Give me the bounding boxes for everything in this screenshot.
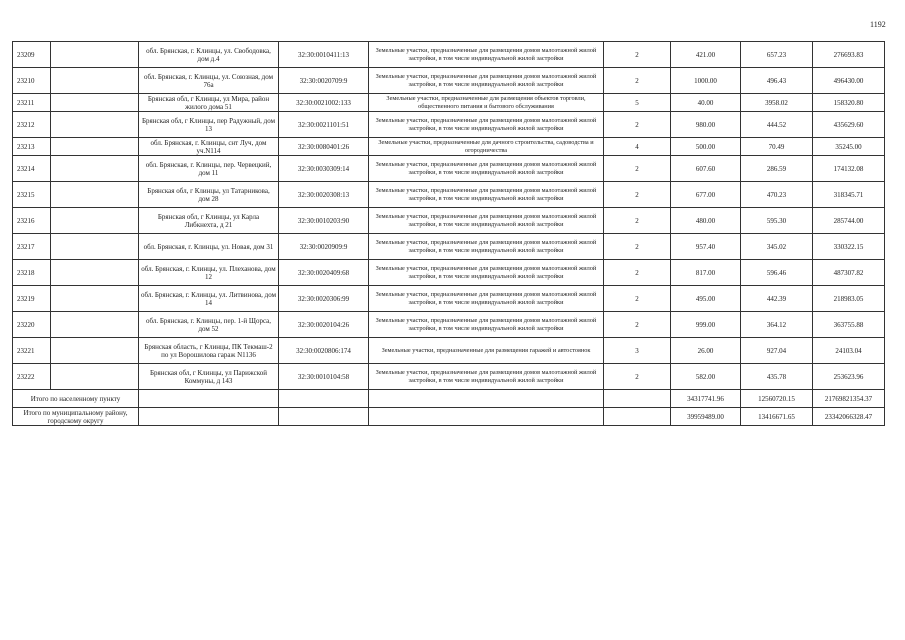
area-cell: 677.00: [671, 182, 741, 208]
land-use-purpose-cell: Земельные участки, предназначенные для размещения домов малоэтажной жилой застройки, в том числе индивидуальной жилой застройки: [369, 208, 604, 234]
group-cell: 4: [604, 138, 671, 156]
land-use-purpose-cell: Земельные участки, предназначенные для размещения домов малоэтажной жилой застройки, в том числе индивидуальной жилой застройки: [369, 312, 604, 338]
empty-cell: [51, 112, 139, 138]
group-cell: 2: [604, 260, 671, 286]
land-use-purpose-cell: Земельные участки, предназначенные для размещения домов малоэтажной жилой застройки, в том числе индивидуальной жилой застройки: [369, 234, 604, 260]
total-specific-value-cell: 13416671.65: [741, 408, 813, 426]
table-row: [13, 338, 885, 364]
empty-cell: [139, 408, 279, 426]
table-row: [13, 138, 885, 156]
total-row: [13, 390, 885, 408]
table-row: [13, 156, 885, 182]
cadastral-value-cell: 318345.71: [813, 182, 885, 208]
cadastral-value-cell: 330322.15: [813, 234, 885, 260]
empty-cell: [51, 68, 139, 94]
group-cell: 3: [604, 338, 671, 364]
group-cell: 2: [604, 234, 671, 260]
cadastral-value-cell: 435629.60: [813, 112, 885, 138]
empty-cell: [51, 94, 139, 112]
row-id-cell: 23209: [13, 42, 51, 68]
empty-cell: [279, 408, 369, 426]
area-cell: 817.00: [671, 260, 741, 286]
total-label-cell: Итого по населенному пункту: [13, 390, 139, 408]
cadastral-value-cell: 24103.04: [813, 338, 885, 364]
row-id-cell: 23219: [13, 286, 51, 312]
address-cell: обл. Брянская, г. Клинцы, ул. Плеханова, дом 12: [139, 260, 279, 286]
row-id-cell: 23212: [13, 112, 51, 138]
row-id-cell: 23222: [13, 364, 51, 390]
table-row: [13, 94, 885, 112]
area-cell: 421.00: [671, 42, 741, 68]
cadastral-number-cell: 32:30:0010203:90: [279, 208, 369, 234]
table-row: [13, 234, 885, 260]
row-id-cell: 23218: [13, 260, 51, 286]
cadastral-number-cell: 32:30:0020709:9: [279, 68, 369, 94]
land-use-purpose-cell: Земельные участки, предназначенные для размещения объектов торговли, общественного питания и бытового обслуживания: [369, 94, 604, 112]
specific-value-cell: 3958.02: [741, 94, 813, 112]
address-cell: обл. Брянская, г. Клинцы, ул. Новая, дом 31: [139, 234, 279, 260]
specific-value-cell: 345.02: [741, 234, 813, 260]
cadastral-number-cell: 32:30:0020104:26: [279, 312, 369, 338]
cadastral-number-cell: 32:30:0010411:13: [279, 42, 369, 68]
address-cell: Брянская обл, г Клинцы, пер Радужный, дом 13: [139, 112, 279, 138]
empty-cell: [51, 338, 139, 364]
cadastral-value-cell: 174132.08: [813, 156, 885, 182]
cadastral-value-cell: 35245.00: [813, 138, 885, 156]
group-cell: 2: [604, 286, 671, 312]
cadastral-number-cell: 32:30:0021101:51: [279, 112, 369, 138]
address-cell: Брянская обл, г Клинцы, ул Карла Либкнехта, д 21: [139, 208, 279, 234]
cadastral-value-cell: 276693.83: [813, 42, 885, 68]
empty-cell: [604, 408, 671, 426]
empty-cell: [51, 156, 139, 182]
specific-value-cell: 496.43: [741, 68, 813, 94]
row-id-cell: 23211: [13, 94, 51, 112]
land-use-purpose-cell: Земельные участки, предназначенные для размещения домов малоэтажной жилой застройки, в том числе индивидуальной жилой застройки: [369, 42, 604, 68]
land-use-purpose-cell: Земельные участки, предназначенные для размещения гаражей и автостоянок: [369, 338, 604, 364]
cadastral-number-cell: 32:30:0080401:26: [279, 138, 369, 156]
address-cell: обл. Брянская, г. Клинцы, снт Луч, дом уч.N114: [139, 138, 279, 156]
table-row: [13, 312, 885, 338]
empty-cell: [51, 182, 139, 208]
group-cell: 2: [604, 156, 671, 182]
area-cell: 582.00: [671, 364, 741, 390]
address-cell: обл. Брянская, г. Клинцы, ул. Свободовка, дом д.4: [139, 42, 279, 68]
specific-value-cell: 470.23: [741, 182, 813, 208]
land-use-purpose-cell: Земельные участки, предназначенные для размещения домов малоэтажной жилой застройки, в том числе индивидуальной жилой застройки: [369, 156, 604, 182]
specific-value-cell: 927.04: [741, 338, 813, 364]
empty-cell: [51, 364, 139, 390]
empty-cell: [369, 408, 604, 426]
area-cell: 26.00: [671, 338, 741, 364]
group-cell: 2: [604, 42, 671, 68]
address-cell: обл. Брянская, г. Клинцы, ул. Союзная, дом 76а: [139, 68, 279, 94]
cadastral-value-cell: 218983.05: [813, 286, 885, 312]
specific-value-cell: 364.12: [741, 312, 813, 338]
table-row: [13, 364, 885, 390]
address-cell: Брянская обл, г Клинцы, ул Мира, район жилого дома 51: [139, 94, 279, 112]
empty-cell: [51, 260, 139, 286]
address-cell: Брянская обл, г Клинцы, ул Парижской Коммуны, д 143: [139, 364, 279, 390]
cadastral-value-cell: 363755.88: [813, 312, 885, 338]
cadastral-number-cell: 32:30:0021002:133: [279, 94, 369, 112]
specific-value-cell: 595.30: [741, 208, 813, 234]
table-row: [13, 42, 885, 68]
empty-cell: [279, 390, 369, 408]
cadastral-value-cell: 158320.80: [813, 94, 885, 112]
row-id-cell: 23213: [13, 138, 51, 156]
table-row: [13, 286, 885, 312]
specific-value-cell: 596.46: [741, 260, 813, 286]
area-cell: 999.00: [671, 312, 741, 338]
empty-cell: [139, 390, 279, 408]
address-cell: Брянская область, г Клинцы, ПК Текмаш-2 по ул Ворошилова гараж N1136: [139, 338, 279, 364]
cadastral-number-cell: 32:30:0020909:9: [279, 234, 369, 260]
empty-cell: [604, 390, 671, 408]
row-id-cell: 23210: [13, 68, 51, 94]
row-id-cell: 23216: [13, 208, 51, 234]
group-cell: 2: [604, 364, 671, 390]
cadastral-value-cell: 496430.00: [813, 68, 885, 94]
cadastral-number-cell: 32:30:0020308:13: [279, 182, 369, 208]
cadastral-value-table: [12, 41, 885, 426]
table-row: [13, 260, 885, 286]
address-cell: обл. Брянская, г. Клинцы, пер. Червецкий, дом 11: [139, 156, 279, 182]
total-label-cell: Итого по муниципальному району, городскому округу: [13, 408, 139, 426]
land-use-purpose-cell: Земельные участки, предназначенные для размещения домов малоэтажной жилой застройки, в том числе индивидуальной жилой застройки: [369, 182, 604, 208]
empty-cell: [51, 208, 139, 234]
table-row: [13, 182, 885, 208]
cadastral-value-cell: 253623.96: [813, 364, 885, 390]
table-row: [13, 208, 885, 234]
cadastral-number-cell: 32:30:0010104:58: [279, 364, 369, 390]
land-use-purpose-cell: Земельные участки, предназначенные для размещения домов малоэтажной жилой застройки, в том числе индивидуальной жилой застройки: [369, 68, 604, 94]
group-cell: 5: [604, 94, 671, 112]
specific-value-cell: 442.39: [741, 286, 813, 312]
empty-cell: [51, 312, 139, 338]
area-cell: 980.00: [671, 112, 741, 138]
total-cadastral-value-cell: 23342066328.47: [813, 408, 885, 426]
cadastral-value-cell: 487307.82: [813, 260, 885, 286]
page-number: 1192: [870, 20, 886, 29]
group-cell: 2: [604, 182, 671, 208]
total-area-cell: 34317741.96: [671, 390, 741, 408]
cadastral-number-cell: 32:30:0020306:99: [279, 286, 369, 312]
cadastral-number-cell: 32:30:0020409:68: [279, 260, 369, 286]
address-cell: обл. Брянская, г. Клинцы, ул. Литвинова, дом 14: [139, 286, 279, 312]
area-cell: 40.00: [671, 94, 741, 112]
area-cell: 957.40: [671, 234, 741, 260]
total-row: [13, 408, 885, 426]
cadastral-number-cell: 32:30:0030309:14: [279, 156, 369, 182]
area-cell: 500.00: [671, 138, 741, 156]
group-cell: 2: [604, 208, 671, 234]
table-row: [13, 112, 885, 138]
empty-cell: [51, 138, 139, 156]
land-use-purpose-cell: Земельные участки, предназначенные для дачного строительства, садоводства и огородничества: [369, 138, 604, 156]
area-cell: 607.60: [671, 156, 741, 182]
address-cell: Брянская обл, г Клинцы, ул Татарникова, дом 28: [139, 182, 279, 208]
total-area-cell: 39959489.00: [671, 408, 741, 426]
cadastral-number-cell: 32:30:0020806:174: [279, 338, 369, 364]
empty-cell: [51, 286, 139, 312]
area-cell: 480.00: [671, 208, 741, 234]
land-use-purpose-cell: Земельные участки, предназначенные для размещения домов малоэтажной жилой застройки, в том числе индивидуальной жилой застройки: [369, 364, 604, 390]
row-id-cell: 23220: [13, 312, 51, 338]
empty-cell: [51, 42, 139, 68]
total-specific-value-cell: 12560720.15: [741, 390, 813, 408]
land-use-purpose-cell: Земельные участки, предназначенные для размещения домов малоэтажной жилой застройки, в том числе индивидуальной жилой застройки: [369, 112, 604, 138]
land-use-purpose-cell: Земельные участки, предназначенные для размещения домов малоэтажной жилой застройки, в том числе индивидуальной жилой застройки: [369, 260, 604, 286]
cadastral-value-cell: 285744.00: [813, 208, 885, 234]
empty-cell: [51, 234, 139, 260]
row-id-cell: 23217: [13, 234, 51, 260]
row-id-cell: 23215: [13, 182, 51, 208]
specific-value-cell: 286.59: [741, 156, 813, 182]
specific-value-cell: 444.52: [741, 112, 813, 138]
group-cell: 2: [604, 312, 671, 338]
specific-value-cell: 435.78: [741, 364, 813, 390]
address-cell: обл. Брянская, г. Клинцы, пер. 1-й Щорса, дом 52: [139, 312, 279, 338]
row-id-cell: 23221: [13, 338, 51, 364]
table-row: [13, 68, 885, 94]
land-use-purpose-cell: Земельные участки, предназначенные для размещения домов малоэтажной жилой застройки, в том числе индивидуальной жилой застройки: [369, 286, 604, 312]
area-cell: 1000.00: [671, 68, 741, 94]
group-cell: 2: [604, 112, 671, 138]
group-cell: 2: [604, 68, 671, 94]
area-cell: 495.00: [671, 286, 741, 312]
table-body: [13, 42, 885, 426]
total-cadastral-value-cell: 21769821354.37: [813, 390, 885, 408]
specific-value-cell: 70.49: [741, 138, 813, 156]
empty-cell: [369, 390, 604, 408]
row-id-cell: 23214: [13, 156, 51, 182]
specific-value-cell: 657.23: [741, 42, 813, 68]
